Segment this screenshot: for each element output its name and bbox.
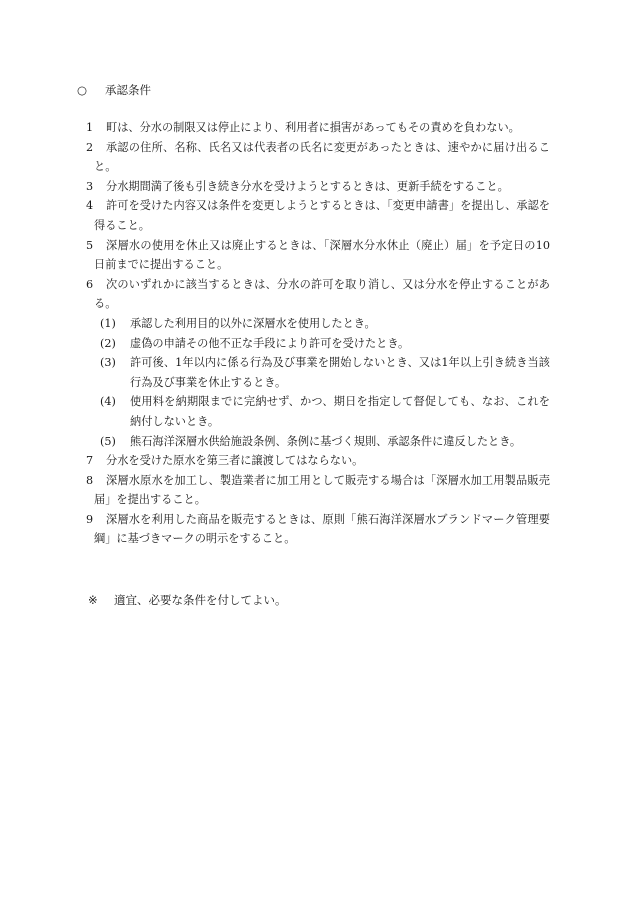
condition-text: 分水期間満了後も引き続き分水を受けようとするときは、更新手続をすること。 (106, 179, 509, 193)
condition-text: 分水を受けた原水を第三者に譲渡してはならない。 (106, 454, 364, 468)
sub-condition-item (80, 314, 550, 334)
sub-condition-text: 許可後、1年以内に係る行為及び事業を開始しないとき、又は1年以上引き続き当該行為及び事業を休止するとき。 (130, 356, 550, 389)
condition-number: 3 (86, 179, 94, 193)
sub-condition-number: (5) (100, 434, 116, 448)
condition-text: 深層水の使用を休止又は廃止するときは、「深層水分水休止（廃止）届」を予定日の10日前までに提出すること。 (94, 238, 550, 272)
condition-item (80, 118, 550, 138)
condition-text: 許可を受けた内容又は条件を変更しようとするときは、「変更申請書」を提出し、承認を得ること。 (94, 199, 550, 232)
condition-text: 町は、分水の制限又は停止により、利用者に損害があってもその責めを負わない。 (106, 121, 520, 134)
footnote (88, 592, 287, 608)
condition-number: 4 (86, 199, 94, 213)
sub-condition-number: (4) (100, 395, 116, 409)
condition-text: 深層水原水を加工し、製造業者に加工用として販売する場合は「深層水加工用製品販売届」を提出すること。 (94, 473, 550, 507)
sub-condition-number: (1) (100, 316, 116, 330)
condition-number: 6 (86, 277, 94, 291)
sub-condition-item (80, 353, 550, 392)
condition-item (80, 138, 550, 177)
sub-condition-number: (2) (100, 336, 116, 350)
sub-condition-text: 使用料を納期限までに完納せず、かつ、期日を指定して督促しても、なお、これを納付しないとき。 (130, 395, 550, 428)
condition-text: 深層水を利用した商品を販売するときは、原則「熊石海洋深層水ブランドマーク管理要綱」に基づきマークの明示をすること。 (94, 512, 550, 546)
condition-number: 1 (86, 121, 94, 134)
sub-condition-number: (3) (100, 356, 116, 370)
sub-condition-item (80, 432, 550, 452)
condition-item (80, 177, 550, 197)
condition-text: 承認の住所、名称、氏名又は代表者の氏名に変更があったときは、速やかに届け出ること。 (94, 140, 550, 174)
footnote-text: 適宜、必要な条件を付してよい。 (114, 593, 287, 607)
sub-condition-text: 熊石海洋深層水供給施設条例、条例に基づく規則、承認条件に違反したとき。 (130, 434, 522, 448)
condition-item (80, 236, 550, 275)
sub-condition-text: 承認した利用目的以外に深層水を使用したとき。 (130, 316, 376, 330)
condition-number: 8 (86, 473, 94, 487)
condition-text: 次のいずれかに該当するときは、分水の許可を取り消し、又は分水を停止することがある。 (94, 277, 550, 311)
sub-condition-item (80, 392, 550, 431)
conditions-list (80, 118, 550, 549)
section-title: 承認条件 (105, 83, 151, 97)
condition-number: 7 (86, 454, 94, 468)
condition-item (80, 510, 550, 549)
condition-number: 2 (86, 140, 94, 154)
sub-condition-text: 虚偽の申請その他不正な手段により許可を受けたとき。 (130, 336, 410, 350)
condition-number: 5 (86, 238, 94, 252)
condition-item (80, 451, 550, 471)
condition-item (80, 275, 550, 314)
section-heading (77, 82, 151, 98)
sub-condition-item (80, 334, 550, 354)
circle-bullet-icon: ○ (77, 83, 88, 97)
condition-item (80, 471, 550, 510)
reference-mark-icon: ※ (88, 593, 98, 607)
condition-number: 9 (86, 512, 94, 526)
condition-item (80, 196, 550, 235)
